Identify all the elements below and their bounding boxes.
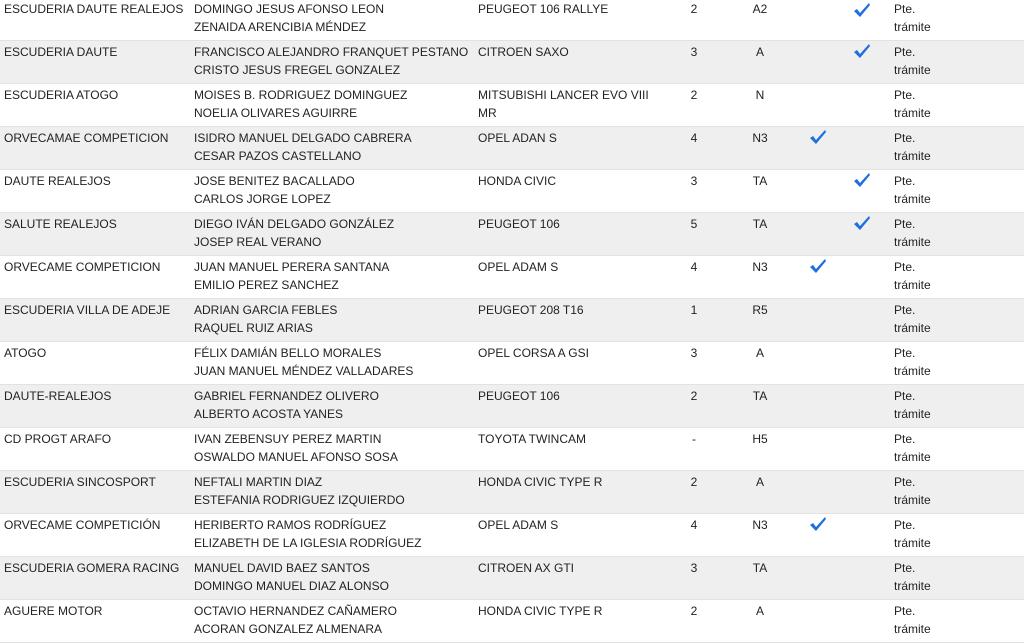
codriver-name: ACORAN GONZALEZ ALMENARA <box>194 621 383 636</box>
team-cell <box>0 212 190 255</box>
car-model: PEUGEOT 106 <box>478 388 560 403</box>
status-text-continued: trámite <box>894 535 931 550</box>
status-text-continued: trámite <box>894 148 931 163</box>
class-label: TA <box>752 173 768 188</box>
check-cell-1 <box>796 599 840 642</box>
status-text: Pte. <box>894 302 916 317</box>
group-cell <box>664 556 724 599</box>
team-cell <box>0 341 190 384</box>
status-cell <box>884 212 1024 255</box>
status-text-continued: trámite <box>894 20 931 34</box>
group-cell <box>664 599 724 642</box>
status-text-continued: trámite <box>894 363 931 378</box>
status-text-continued: trámite <box>894 320 931 335</box>
codriver-name: ZENAIDA ARENCIBIA MÉNDEZ <box>194 20 367 34</box>
driver-name: GABRIEL FERNANDEZ OLIVERO <box>194 388 379 403</box>
class-label: N3 <box>752 517 768 532</box>
car-cell <box>474 427 664 470</box>
car-model: PEUGEOT 208 T16 <box>478 302 584 317</box>
car-model: HONDA CIVIC <box>478 173 557 188</box>
group-cell <box>664 384 724 427</box>
status-cell <box>884 0 1024 40</box>
table-row <box>0 0 1024 40</box>
group-number: - <box>692 431 696 446</box>
team-name: ORVECAME COMPETICIÓN <box>4 517 161 532</box>
team-name: DAUTE REALEJOS <box>4 173 111 188</box>
class-cell <box>724 556 796 599</box>
codriver-name: EMILIO PEREZ SANCHEZ <box>194 277 339 292</box>
team-cell <box>0 83 190 126</box>
car-cell <box>474 341 664 384</box>
check-cell-2 <box>840 513 884 556</box>
status-text: Pte. <box>894 560 916 575</box>
codriver-name: ALBERTO ACOSTA YANES <box>194 406 343 421</box>
status-cell <box>884 513 1024 556</box>
drivers-cell <box>190 126 474 169</box>
driver-name: MANUEL DAVID BAEZ SANTOS <box>194 560 370 575</box>
team-name: SALUTE REALEJOS <box>4 216 117 231</box>
car-cell <box>474 169 664 212</box>
car-model: OPEL ADAM S <box>478 259 559 274</box>
class-label: N3 <box>752 130 768 145</box>
status-text-continued: trámite <box>894 191 931 206</box>
car-model: HONDA CIVIC TYPE R <box>478 603 603 618</box>
drivers-cell <box>190 599 474 642</box>
driver-name: DOMINGO JESUS AFONSO LEON <box>194 2 385 16</box>
driver-name: OCTAVIO HERNANDEZ CAÑAMERO <box>194 603 397 618</box>
driver-name: IVAN ZEBENSUY PEREZ MARTIN <box>194 431 382 446</box>
team-cell <box>0 169 190 212</box>
check-cell-2 <box>840 212 884 255</box>
status-cell <box>884 341 1024 384</box>
check-cell-1 <box>796 513 840 556</box>
car-model: CITROEN SAXO <box>478 44 569 59</box>
car-model: HONDA CIVIC TYPE R <box>478 474 603 489</box>
status-text-continued: trámite <box>894 234 931 249</box>
check-cell-2 <box>840 126 884 169</box>
drivers-cell <box>190 212 474 255</box>
class-label: H5 <box>752 431 768 446</box>
drivers-cell <box>190 83 474 126</box>
checkmark-icon <box>853 215 871 234</box>
status-cell <box>884 255 1024 298</box>
check-cell-1 <box>796 126 840 169</box>
class-cell <box>724 212 796 255</box>
table-row <box>0 599 1024 642</box>
table-row <box>0 427 1024 470</box>
group-cell <box>664 470 724 513</box>
check-cell-2 <box>840 83 884 126</box>
class-cell <box>724 83 796 126</box>
team-cell <box>0 298 190 341</box>
status-text: Pte. <box>894 517 916 532</box>
car-cell <box>474 126 664 169</box>
check-cell-2 <box>840 298 884 341</box>
status-text-continued: trámite <box>894 62 931 77</box>
car-cell <box>474 40 664 83</box>
codriver-name: JUAN MANUEL MÉNDEZ VALLADARES <box>194 363 414 378</box>
car-cell <box>474 384 664 427</box>
team-cell <box>0 126 190 169</box>
team-name: AGUERE MOTOR <box>4 603 103 618</box>
group-cell <box>664 83 724 126</box>
team-cell <box>0 470 190 513</box>
car-cell <box>474 255 664 298</box>
team-name: ESCUDERIA DAUTE <box>4 44 118 59</box>
drivers-cell <box>190 341 474 384</box>
table-row <box>0 169 1024 212</box>
class-label: TA <box>752 560 768 575</box>
car-cell <box>474 212 664 255</box>
class-label: N3 <box>752 259 768 274</box>
drivers-cell <box>190 556 474 599</box>
table-row <box>0 341 1024 384</box>
codriver-name: DOMINGO MANUEL DIAZ ALONSO <box>194 578 389 593</box>
team-name: CD PROGT ARAFO <box>4 431 112 446</box>
group-number: 3 <box>690 345 698 360</box>
class-cell <box>724 341 796 384</box>
group-cell <box>664 126 724 169</box>
checkmark-icon <box>809 516 827 535</box>
checkmark-icon <box>809 129 827 148</box>
drivers-cell <box>190 298 474 341</box>
status-text: Pte. <box>894 431 916 446</box>
driver-name: ADRIAN GARCIA FEBLES <box>194 302 338 317</box>
group-cell <box>664 341 724 384</box>
group-cell <box>664 298 724 341</box>
team-cell <box>0 0 190 40</box>
drivers-cell <box>190 470 474 513</box>
status-text: Pte. <box>894 216 916 231</box>
group-number: 3 <box>690 560 698 575</box>
status-cell <box>884 40 1024 83</box>
driver-name: HERIBERTO RAMOS RODRÍGUEZ <box>194 517 387 532</box>
drivers-cell <box>190 0 474 40</box>
group-number: 4 <box>690 259 698 274</box>
class-cell <box>724 427 796 470</box>
class-cell <box>724 126 796 169</box>
driver-name: DIEGO IVÁN DELGADO GONZÁLEZ <box>194 216 395 231</box>
car-model-continued: MR <box>478 105 497 120</box>
driver-name: FRANCISCO ALEJANDRO FRANQUET PESTANO <box>194 44 469 59</box>
status-cell <box>884 83 1024 126</box>
drivers-cell <box>190 40 474 83</box>
status-cell <box>884 298 1024 341</box>
group-cell <box>664 427 724 470</box>
codriver-name: ELIZABETH DE LA IGLESIA RODRÍGUEZ <box>194 535 422 550</box>
status-text: Pte. <box>894 259 916 274</box>
class-label: TA <box>752 388 768 403</box>
drivers-cell <box>190 384 474 427</box>
group-cell <box>664 169 724 212</box>
status-cell <box>884 126 1024 169</box>
status-text: Pte. <box>894 130 916 145</box>
car-model: MITSUBISHI LANCER EVO VIII <box>478 87 649 102</box>
team-name: ESCUDERIA GOMERA RACING <box>4 560 180 575</box>
check-cell-1 <box>796 212 840 255</box>
table-row <box>0 126 1024 169</box>
class-label: R5 <box>752 302 768 317</box>
status-cell <box>884 384 1024 427</box>
check-cell-2 <box>840 470 884 513</box>
checkmark-icon <box>853 2 871 21</box>
group-cell <box>664 513 724 556</box>
class-label: TA <box>752 216 768 231</box>
check-cell-1 <box>796 298 840 341</box>
check-cell-2 <box>840 427 884 470</box>
car-cell <box>474 599 664 642</box>
class-label: A <box>755 345 764 360</box>
status-text-continued: trámite <box>894 578 931 593</box>
codriver-name: OSWALDO MANUEL AFONSO SOSA <box>194 449 398 464</box>
class-label: A <box>755 474 764 489</box>
group-cell <box>664 255 724 298</box>
class-cell <box>724 40 796 83</box>
check-cell-1 <box>796 341 840 384</box>
driver-name: JUAN MANUEL PERERA SANTANA <box>194 259 390 274</box>
table-row <box>0 298 1024 341</box>
team-name: ESCUDERIA DAUTE REALEJOS <box>4 2 184 16</box>
group-number: 3 <box>690 44 698 59</box>
check-cell-1 <box>796 0 840 40</box>
status-cell <box>884 169 1024 212</box>
car-cell <box>474 0 664 40</box>
check-cell-2 <box>840 384 884 427</box>
team-name: ESCUDERIA ATOGO <box>4 87 119 102</box>
status-cell <box>884 470 1024 513</box>
status-text: Pte. <box>894 388 916 403</box>
driver-name: FÉLIX DAMIÁN BELLO MORALES <box>194 345 382 360</box>
group-number: 4 <box>690 517 698 532</box>
team-name: ORVECAME COMPETICION <box>4 259 161 274</box>
team-name: ESCUDERIA VILLA DE ADEJE <box>4 302 171 317</box>
check-cell-2 <box>840 341 884 384</box>
car-cell <box>474 556 664 599</box>
group-cell <box>664 0 724 40</box>
codriver-name: ESTEFANIA RODRIGUEZ IZQUIERDO <box>194 492 405 507</box>
codriver-name: CESAR PAZOS CASTELLANO <box>194 148 362 163</box>
team-cell <box>0 599 190 642</box>
check-cell-2 <box>840 556 884 599</box>
class-cell <box>724 255 796 298</box>
team-cell <box>0 255 190 298</box>
team-cell <box>0 384 190 427</box>
class-cell <box>724 384 796 427</box>
class-label: A <box>755 603 764 618</box>
car-model: OPEL ADAN S <box>478 130 557 145</box>
group-cell <box>664 40 724 83</box>
table-row <box>0 556 1024 599</box>
status-text: Pte. <box>894 603 916 618</box>
status-text: Pte. <box>894 87 916 102</box>
car-model: CITROEN AX GTI <box>478 560 575 575</box>
check-cell-2 <box>840 255 884 298</box>
class-cell <box>724 0 796 40</box>
car-cell <box>474 513 664 556</box>
status-cell <box>884 599 1024 642</box>
table-row <box>0 513 1024 556</box>
car-model: PEUGEOT 106 <box>478 216 560 231</box>
car-cell <box>474 83 664 126</box>
status-cell <box>884 556 1024 599</box>
codriver-name: CARLOS JORGE LOPEZ <box>194 191 331 206</box>
check-cell-2 <box>840 40 884 83</box>
checkmark-icon <box>809 258 827 277</box>
table-row <box>0 470 1024 513</box>
team-name: ESCUDERIA SINCOSPORT <box>4 474 156 489</box>
status-text-continued: trámite <box>894 449 931 464</box>
car-cell <box>474 470 664 513</box>
drivers-cell <box>190 169 474 212</box>
group-number: 4 <box>690 130 698 145</box>
drivers-cell <box>190 255 474 298</box>
car-model: OPEL CORSA A GSI <box>478 345 589 360</box>
car-model: PEUGEOT 106 RALLYE <box>478 2 609 16</box>
check-cell-2 <box>840 0 884 40</box>
checkmark-icon <box>853 43 871 62</box>
status-cell <box>884 427 1024 470</box>
status-text: Pte. <box>894 474 916 489</box>
group-number: 5 <box>690 216 698 231</box>
class-cell <box>724 513 796 556</box>
check-cell-1 <box>796 384 840 427</box>
table-row <box>0 40 1024 83</box>
team-cell <box>0 556 190 599</box>
class-cell <box>724 169 796 212</box>
group-number: 3 <box>690 173 698 188</box>
codriver-name: NOELIA OLIVARES AGUIRRE <box>194 105 358 120</box>
group-cell <box>664 212 724 255</box>
status-text: Pte. <box>894 173 916 188</box>
check-cell-1 <box>796 40 840 83</box>
driver-name: JOSE BENITEZ BACALLADO <box>194 173 355 188</box>
team-name: ATOGO <box>4 345 47 360</box>
car-model: OPEL ADAM S <box>478 517 559 532</box>
car-model: TOYOTA TWINCAM <box>478 431 587 446</box>
group-number: 2 <box>690 2 698 16</box>
status-text: Pte. <box>894 345 916 360</box>
status-text-continued: trámite <box>894 277 931 292</box>
team-cell <box>0 513 190 556</box>
driver-name: MOISES B. RODRIGUEZ DOMINGUEZ <box>194 87 408 102</box>
class-cell <box>724 599 796 642</box>
driver-name: ISIDRO MANUEL DELGADO CABRERA <box>194 130 412 145</box>
team-cell <box>0 427 190 470</box>
check-cell-1 <box>796 470 840 513</box>
class-label: A2 <box>752 2 768 16</box>
checkmark-icon <box>853 172 871 191</box>
check-cell-1 <box>796 427 840 470</box>
team-name: DAUTE-REALEJOS <box>4 388 112 403</box>
group-number: 2 <box>690 87 698 102</box>
car-cell <box>474 298 664 341</box>
team-name: ORVECAMAE COMPETICION <box>4 130 169 145</box>
status-text-continued: trámite <box>894 621 931 636</box>
class-cell <box>724 298 796 341</box>
driver-name: NEFTALI MARTIN DIAZ <box>194 474 323 489</box>
class-label: N <box>755 87 765 102</box>
status-text-continued: trámite <box>894 492 931 507</box>
group-number: 2 <box>690 603 698 618</box>
class-label: A <box>755 44 764 59</box>
status-text: Pte. <box>894 44 916 59</box>
drivers-cell <box>190 427 474 470</box>
check-cell-2 <box>840 599 884 642</box>
class-cell <box>724 470 796 513</box>
drivers-cell <box>190 513 474 556</box>
codriver-name: JOSEP REAL VERANO <box>194 234 322 249</box>
status-text-continued: trámite <box>894 406 931 421</box>
table-row <box>0 255 1024 298</box>
check-cell-1 <box>796 556 840 599</box>
codriver-name: RAQUEL RUIZ ARIAS <box>194 320 313 335</box>
group-number: 2 <box>690 388 698 403</box>
check-cell-1 <box>796 83 840 126</box>
table-row <box>0 83 1024 126</box>
group-number: 2 <box>690 474 698 489</box>
status-text: Pte. <box>894 2 916 16</box>
table-row <box>0 212 1024 255</box>
table-row <box>0 384 1024 427</box>
check-cell-1 <box>796 255 840 298</box>
check-cell-1 <box>796 169 840 212</box>
team-cell <box>0 40 190 83</box>
codriver-name: CRISTO JESUS FREGEL GONZALEZ <box>194 62 401 77</box>
group-number: 1 <box>690 302 698 317</box>
status-text-continued: trámite <box>894 105 931 120</box>
check-cell-2 <box>840 169 884 212</box>
